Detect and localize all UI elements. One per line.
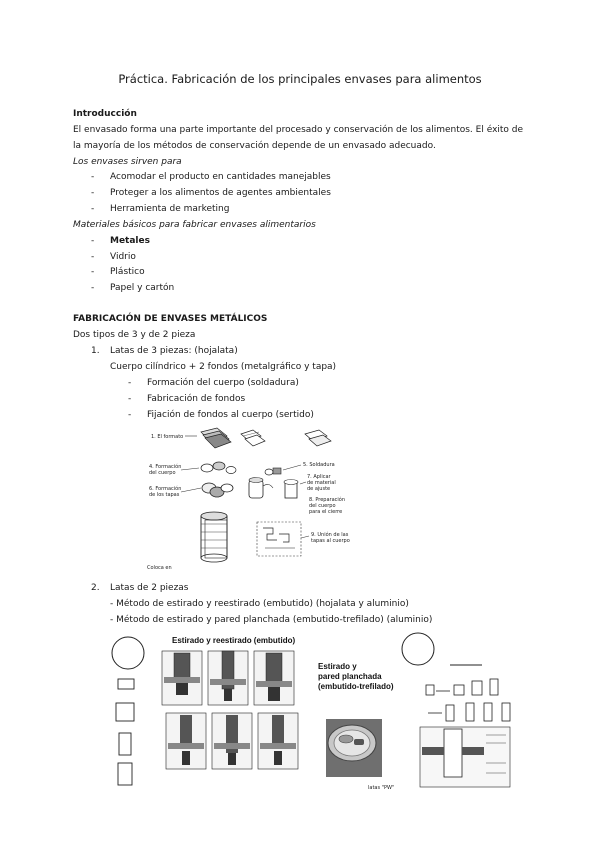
list-bullet: - <box>91 267 95 277</box>
flanged-body-sketch <box>284 480 298 499</box>
two-piece-can-figure <box>110 629 520 795</box>
list-bullet: - <box>128 410 132 420</box>
tinplate-sheets-sketch <box>201 428 231 448</box>
figure-label: 5. Soldadura <box>303 462 335 468</box>
list-item: Fijación de fondos al cuerpo (sertido) <box>147 410 314 420</box>
cut-blanks-sketch <box>241 430 265 446</box>
figure-label: del cuerpo <box>149 470 176 476</box>
figure-label: de ajuste <box>307 486 331 492</box>
seaming-detail-sketch <box>257 522 301 556</box>
figure-label: de material <box>307 480 336 486</box>
list-bullet: - <box>91 283 95 293</box>
page-title: Práctica. Fabricación de los principales envases para alimentos <box>118 72 482 86</box>
list-item: Metales <box>110 236 150 246</box>
list-bullet: - <box>91 236 95 246</box>
welding-sketch <box>265 468 281 475</box>
list-bullet: - <box>128 394 132 404</box>
rolled-body-sketch <box>201 462 236 474</box>
three-piece-can-diagram <box>145 424 365 572</box>
list-item: Herramienta de marketing <box>110 204 230 214</box>
list-item: Fabricación de fondos <box>147 394 246 404</box>
list-bullet: - <box>91 188 95 198</box>
figure-label: para el cierre <box>309 509 343 515</box>
list-item: Acomodar el producto en cantidades manejables <box>110 172 331 182</box>
figure-label: tapas al cuerpo <box>311 538 350 544</box>
list-bullet: - <box>128 378 132 388</box>
intro-paragraph-line-1: El envasado forma una parte importante del procesado y conservación de los alimentos. El éxito de <box>73 125 524 135</box>
draw-redraw-sequence <box>112 637 144 785</box>
materials-heading: Materiales básicos para fabricar envases alimentarios <box>73 220 316 230</box>
figure-label: 4. Formación <box>149 464 182 470</box>
can-bodies-sketch <box>201 512 227 562</box>
figure-label: Estirado y reestirado (embutido) <box>172 636 296 645</box>
list-item: Proteger a los alimentos de agentes ambientales <box>110 188 331 198</box>
figure-label: (embutido-trefilado) <box>318 682 394 691</box>
item-description: Cuerpo cilíndrico + 2 fondos (metalgráfico y tapa) <box>110 362 337 372</box>
list-item: Plástico <box>110 267 145 277</box>
figure-caption: Coloca en <box>147 565 172 571</box>
numbered-label: 2. <box>91 583 100 593</box>
figure-label: 8. Preparación <box>309 497 346 503</box>
figure-label: de los tapas <box>149 492 180 498</box>
figure-label: 6. Formación <box>149 486 182 492</box>
figure-label: Estirado y <box>318 662 357 671</box>
list-bullet: - <box>91 252 95 262</box>
draw-wall-iron-sequence <box>402 633 510 721</box>
list-item: Vidrio <box>110 252 136 262</box>
figure-label: 7. Aplicar <box>307 474 331 480</box>
list-bullet: - <box>91 204 95 214</box>
lined-body-sketch <box>249 478 273 499</box>
figure-caption: latas "PW" <box>368 785 395 791</box>
ironing-press-sketch <box>420 727 510 787</box>
figure-label: 1. El formato <box>151 434 184 440</box>
can-top-photo <box>326 719 382 777</box>
numbered-item-title: Latas de 2 piezas <box>110 583 189 593</box>
numbered-item-title: Latas de 3 piezas: (hojalata) <box>110 346 238 356</box>
figure-label: 9. Unión de las <box>311 532 349 538</box>
list-bullet: - <box>91 172 95 182</box>
figure-label: pared planchada <box>318 672 382 681</box>
two-piece-can-diagram <box>110 629 520 795</box>
intro-paragraph-line-2: la mayoría de los métodos de conservación depende de un envasado adecuado. <box>73 141 436 151</box>
section-subheading: Dos tipos de 3 y de 2 pieza <box>73 330 196 340</box>
can-ends-sketch <box>202 483 233 497</box>
purposes-heading: Los envases sirven para <box>73 157 182 167</box>
three-piece-can-figure <box>145 424 365 572</box>
list-item: Formación del cuerpo (soldadura) <box>147 378 299 388</box>
intro-heading: Introducción <box>73 109 137 119</box>
figure-label: del cuerpo <box>309 503 336 509</box>
numbered-label: 1. <box>91 346 100 356</box>
press-tooling-row-2 <box>166 713 298 769</box>
method-item: - Método de estirado y reestirado (embutido) (hojalata y aluminio) <box>110 599 409 609</box>
cut-blanks-sketch-2 <box>305 430 331 446</box>
method-item: - Método de estirado y pared planchada (embutido-trefilado) (aluminio) <box>110 615 433 625</box>
list-item: Papel y cartón <box>110 283 175 293</box>
section-heading: FABRICACIÓN DE ENVASES METÁLICOS <box>73 314 268 324</box>
press-tooling-row-1 <box>162 651 294 705</box>
